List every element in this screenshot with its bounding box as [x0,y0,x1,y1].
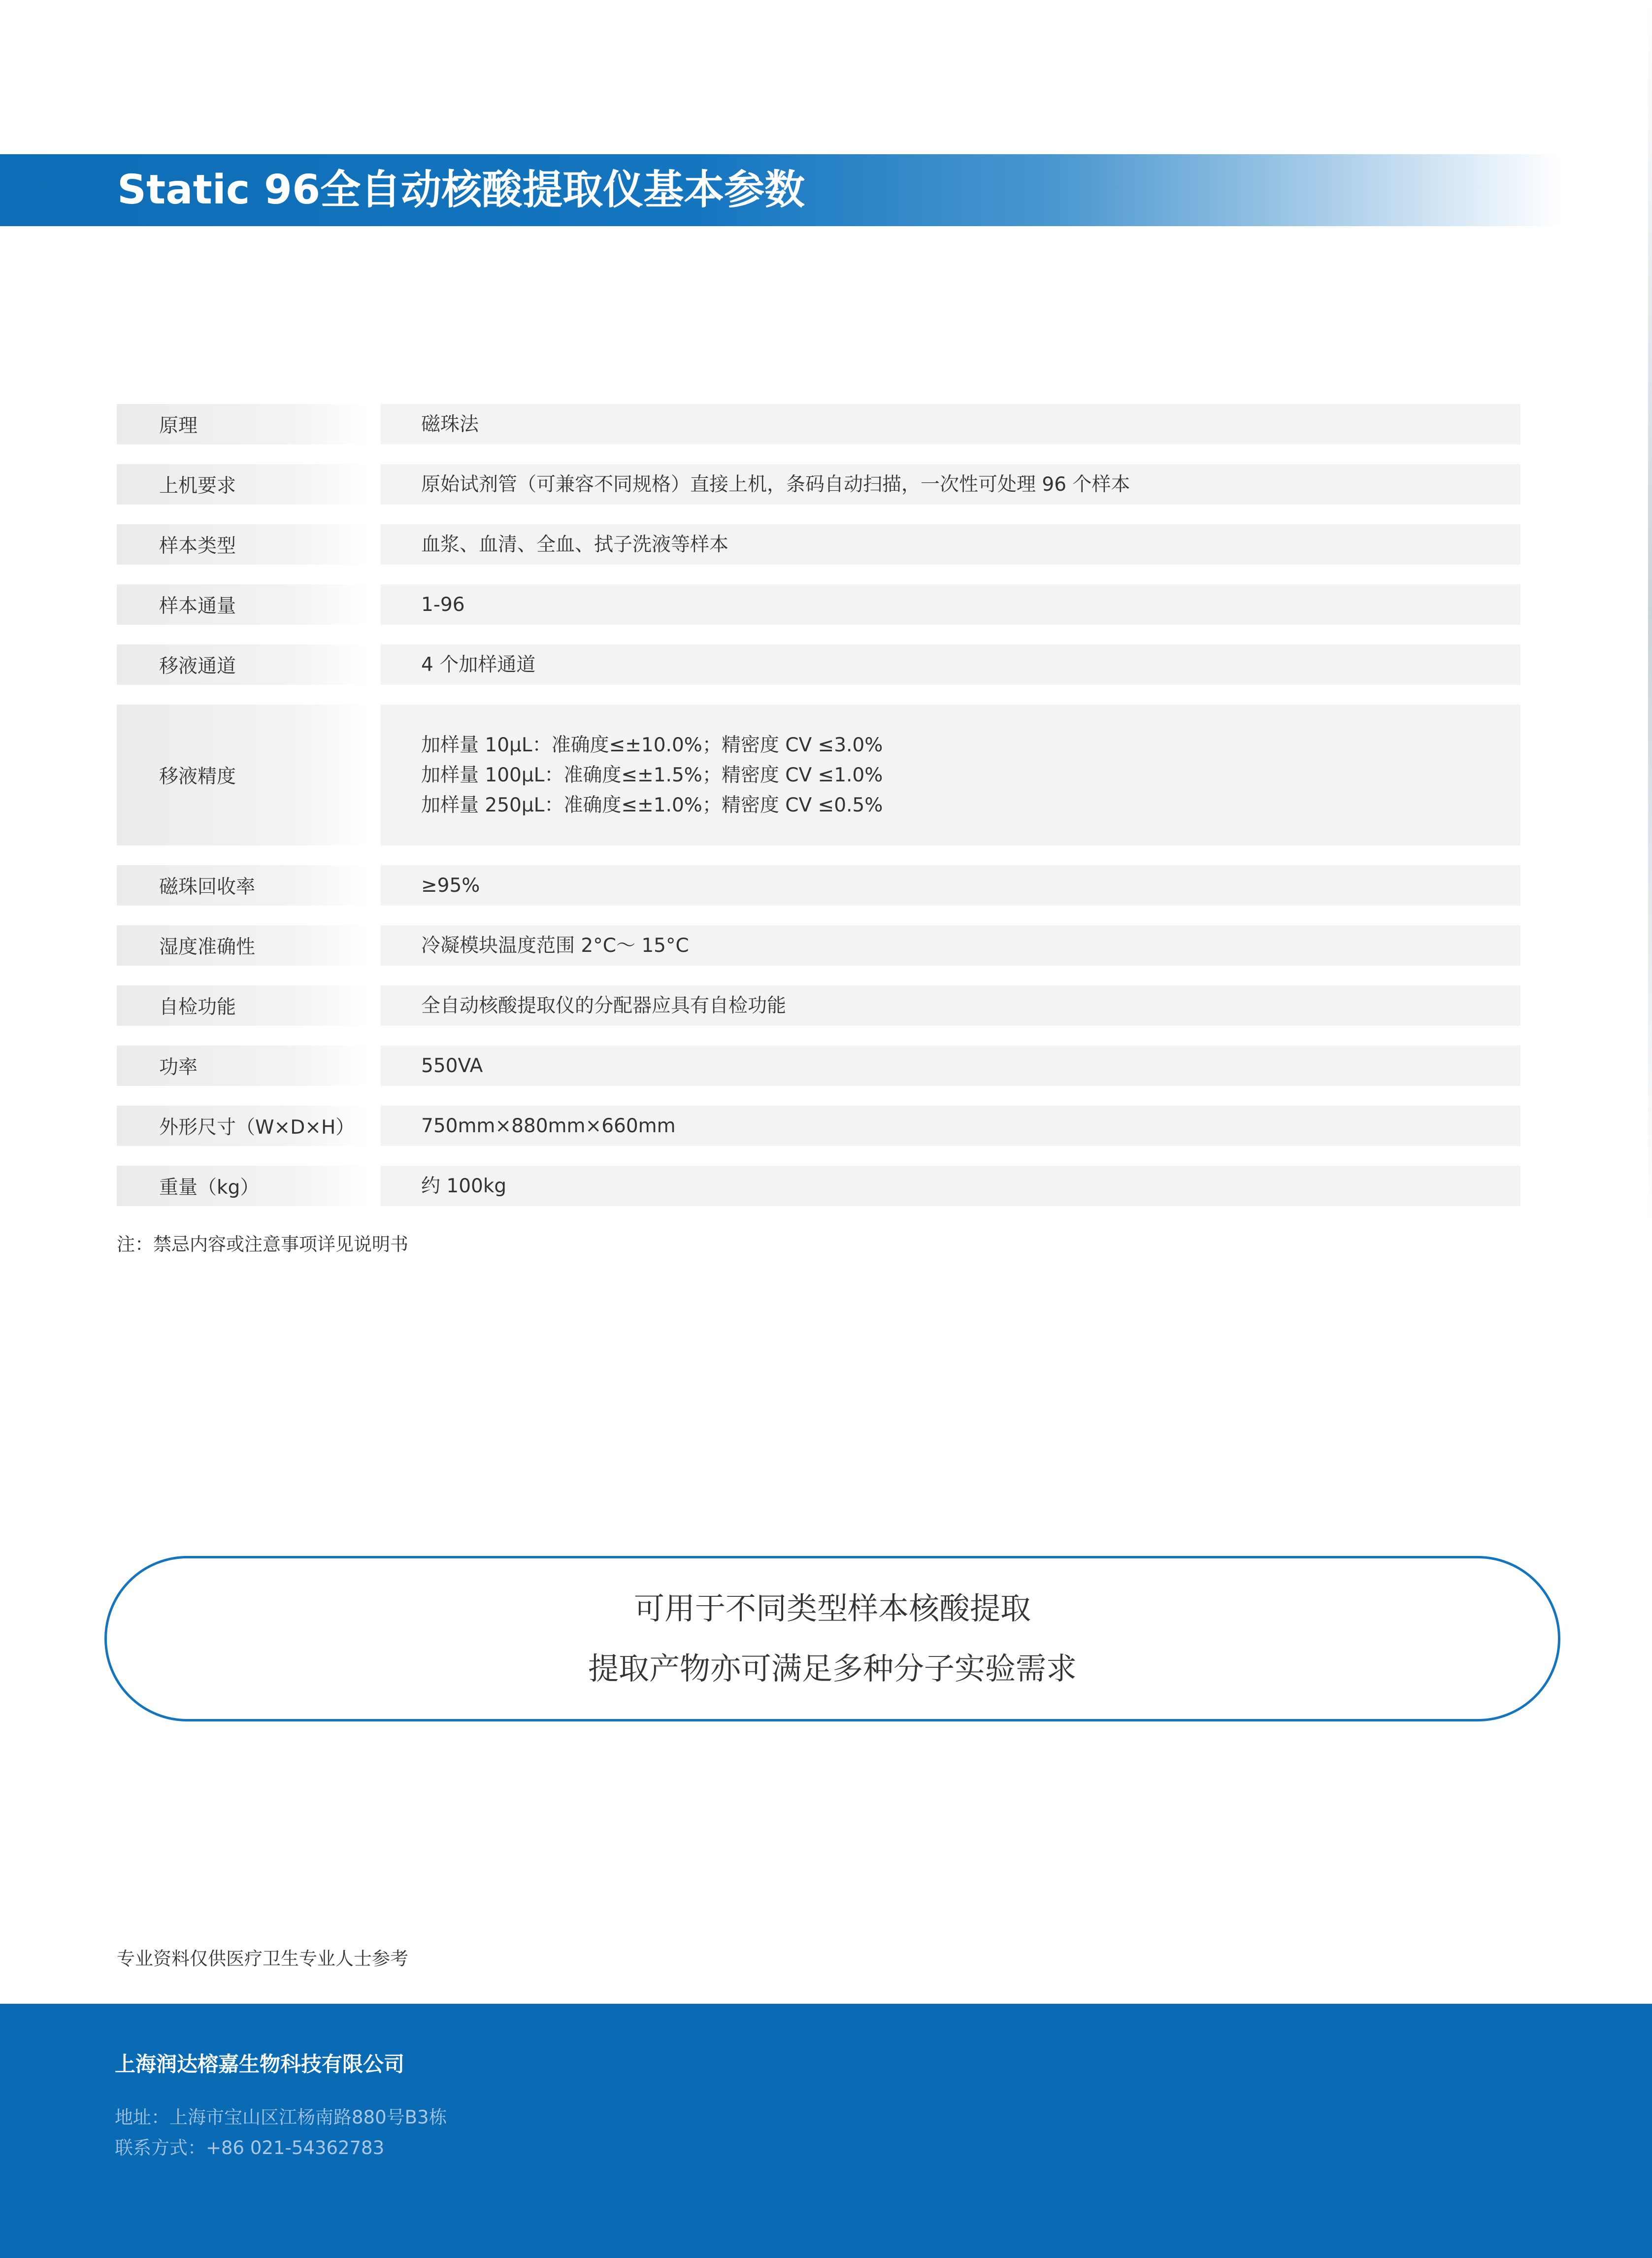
spec-value-line: 约 100kg [421,1175,507,1197]
spec-row [117,584,1520,625]
spec-row [117,705,1520,845]
spec-value-line: 4 个加样通道 [421,653,536,676]
spec-value-line: 750mm×880mm×660mm [421,1114,676,1137]
spec-label: 湿度准确性 [117,925,369,966]
spec-value [381,1106,1520,1146]
spec-label: 外形尺寸（W×D×H） [117,1106,369,1146]
spec-value [381,464,1520,505]
spec-label: 功率 [117,1045,369,1086]
spec-label: 移液精度 [117,705,369,845]
disclaimer: 专业资料仅供医疗卫生专业人士参考 [117,1948,408,1969]
spec-value-line: 550VA [421,1054,483,1077]
company-contact: 联系方式：+86 021-54362783 [115,2137,385,2158]
footnote: 注：禁忌内容或注意事项详见说明书 [117,1234,408,1255]
spec-value [381,985,1520,1026]
spec-value-line: 加样量 250μL：准确度≤±1.0%；精密度 CV ≤0.5% [421,794,883,816]
spec-value [381,584,1520,625]
page-title: Static 96全自动核酸提取仪基本参数 [117,167,805,213]
spec-value-line: 加样量 100μL：准确度≤±1.5%；精密度 CV ≤1.0% [421,764,883,786]
spec-value [381,705,1520,845]
spec-value [381,644,1520,685]
spec-row [117,985,1520,1026]
spec-row [117,925,1520,966]
spec-value-line: 血浆、血清、全血、拭子洗液等样本 [421,533,729,556]
spec-value-line: 原始试剂管（可兼容不同规格）直接上机，条码自动扫描，一次性可处理 96 个样本 [421,473,1130,496]
spec-value-line: ≥95% [421,874,480,897]
spec-label: 磁珠回收率 [117,865,369,906]
spec-label: 移液通道 [117,644,369,685]
company-address: 地址：上海市宝山区江杨南路880号B3栋 [115,2107,447,2128]
spec-row [117,464,1520,505]
spec-label: 样本通量 [117,584,369,625]
spec-value-line: 全自动核酸提取仪的分配器应具有自检功能 [421,994,787,1017]
spec-label: 原理 [117,404,369,444]
page-edge-shadow [1648,0,1652,1227]
highlight-callout [104,1556,1560,1721]
spec-row [117,1106,1520,1146]
spec-row [117,644,1520,685]
spec-label: 上机要求 [117,464,369,505]
spec-value [381,925,1520,966]
spec-value-line: 冷凝模块温度范围 2°C～ 15°C [421,934,689,957]
spec-value [381,404,1520,444]
footer [0,2004,1652,2258]
spec-value-line: 磁珠法 [421,413,479,436]
spec-label: 样本类型 [117,524,369,565]
spec-value [381,524,1520,565]
company-name: 上海润达榕嘉生物科技有限公司 [115,2052,405,2076]
spec-row [117,1045,1520,1086]
spec-row [117,524,1520,565]
spec-table [117,404,1520,1206]
highlight-line-1: 可用于不同类型样本核酸提取 [633,1590,1031,1626]
spec-value [381,1045,1520,1086]
spec-value [381,1166,1520,1206]
spec-row [117,865,1520,906]
spec-row [117,404,1520,444]
title-banner [0,154,1561,226]
spec-value-line: 加样量 10μL：准确度≤±10.0%；精密度 CV ≤3.0% [421,734,883,756]
spec-value-line: 1-96 [421,593,465,616]
spec-value [381,865,1520,906]
spec-label: 重量（kg） [117,1166,369,1206]
spec-row [117,1166,1520,1206]
spec-label: 自检功能 [117,985,369,1026]
highlight-line-2: 提取产物亦可满足多种分子实验需求 [588,1651,1077,1686]
